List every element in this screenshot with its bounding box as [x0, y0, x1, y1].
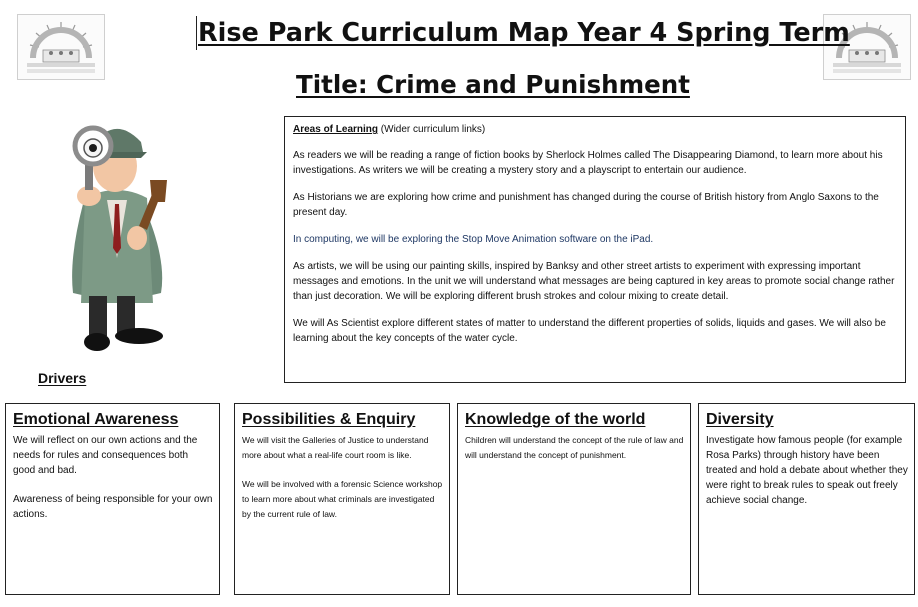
topic-title: Title: Crime and Punishment — [296, 70, 690, 99]
science-paragraph: We will As Scientist explore different states of matter to understand the different properties of solids, liquids and gases. We will also be learning about the key concepts of the water cycle. — [293, 318, 886, 344]
reading-paragraph: As readers we will be reading a range of fiction books by Sherlock Holmes called The Disappearing Diamond, to learn more about his investigations. As writers we will be creating a mystery story and a playscript to entertain our audience. — [293, 150, 883, 176]
school-logo-left — [17, 14, 105, 80]
detective-magnifying-glass-icon — [55, 108, 185, 363]
driver-title: Possibilities & Enquiry — [242, 411, 416, 428]
school-logo-icon — [17, 14, 105, 80]
emotional-awareness-box — [5, 403, 220, 595]
drivers-label: Drivers — [38, 370, 87, 386]
areas-heading: Areas of Learning — [293, 124, 379, 135]
diversity-box — [698, 403, 915, 595]
driver-text: We will reflect on our own actions and the needs for rules and consequences both good and bad. — [13, 435, 198, 476]
driver-title: Diversity — [706, 411, 774, 428]
areas-heading-suffix: (Wider curriculum links) — [378, 124, 486, 135]
knowledge-of-the-world-box — [457, 403, 691, 595]
driver-title: Emotional Awareness — [13, 411, 179, 428]
page-title: Rise Park Curriculum Map Year 4 Spring Term — [198, 18, 850, 48]
computing-paragraph: In computing, we will be exploring the Stop Move Animation software on the iPad. — [293, 234, 654, 245]
areas-heading-line — [293, 122, 897, 137]
art-paragraph: As artists, we will be using our painting skills, inspired by Banksy and other street artists to experiment with expressing important messages and emotions. In the unit we will understand what messages are being captured in key areas to promote social change rather than just decoration. We will be exploring different brush strokes and colour mixing to create detail. — [293, 261, 895, 302]
driver-text: Children will understand the concept of the rule of law and will understand the concept of punishment. — [465, 435, 684, 460]
areas-of-learning-box — [284, 116, 906, 383]
driver-text: We will be involved with a forensic Science workshop to learn more about what criminals are investigated by the current rule of law. — [242, 479, 443, 519]
driver-text: We will visit the Galleries of Justice to understand more about what a real-life court room is like. — [242, 435, 429, 460]
possibilities-enquiry-box — [234, 403, 450, 595]
history-paragraph: As Historians we are exploring how crime and punishment has changed during the course of British history from Anglo Saxons to the present day. — [293, 192, 879, 218]
driver-title: Knowledge of the world — [465, 411, 646, 428]
driver-text: Investigate how famous people (for example Rosa Parks) through history have been treated and hold a debate about whether they were right to break rules to speak out freely achieve social change. — [706, 435, 908, 506]
driver-text: Awareness of being responsible for your own actions. — [13, 494, 213, 520]
detective-illustration — [55, 108, 185, 363]
